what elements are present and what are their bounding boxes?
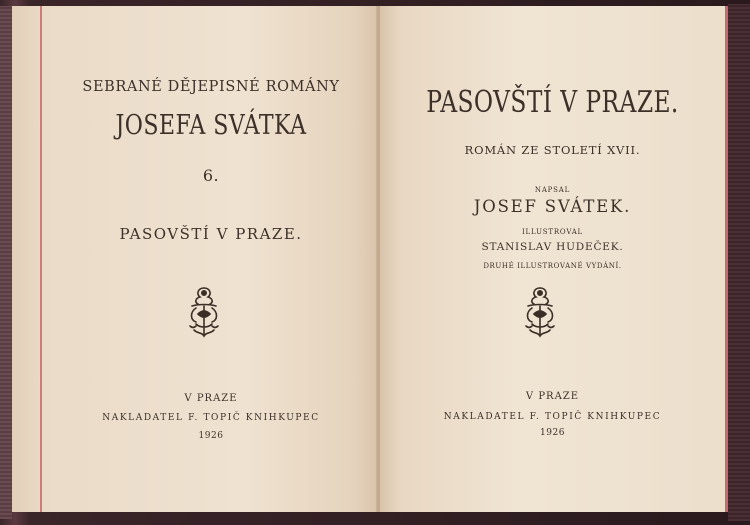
series-title: SEBRANÉ DĚJEPISNÉ ROMÁNY bbox=[82, 79, 340, 95]
publisher-emblem-icon bbox=[520, 284, 560, 342]
author-label: NAPSAL bbox=[534, 186, 571, 194]
right-page bbox=[380, 6, 728, 512]
imprint-publisher: NAKLADATEL F. TOPIČ KNIHKUPEC bbox=[443, 412, 662, 422]
title: PASOVŠTÍ V PRAZE. bbox=[426, 85, 679, 120]
imprint-city: V PRAZE bbox=[184, 393, 238, 404]
imprint-city: V PRAZE bbox=[525, 391, 580, 402]
imprint-publisher: NAKLADATEL F. TOPIČ KNIHKUPEC bbox=[102, 413, 320, 423]
cover-edge-left bbox=[0, 6, 12, 519]
series-author: JOSEFA SVÁTKA bbox=[115, 110, 307, 141]
volume-number: 6. bbox=[202, 166, 220, 185]
subtitle: ROMÁN ZE STOLETÍ XVII. bbox=[464, 143, 641, 157]
left-page bbox=[40, 6, 380, 512]
publisher-emblem-icon bbox=[184, 284, 224, 342]
cover-edge-right bbox=[728, 4, 750, 521]
edition-note: DRUHÉ ILLUSTROVANÉ VYDÁNÍ. bbox=[483, 262, 622, 270]
illustrator-name: STANISLAV HUDEČEK. bbox=[481, 241, 624, 253]
illustrator-label: ILLUSTROVAL bbox=[521, 228, 583, 236]
imprint-year: 1926 bbox=[540, 428, 565, 438]
author-name: JOSEF SVÁTEK. bbox=[473, 197, 632, 216]
imprint-year: 1926 bbox=[198, 431, 224, 441]
flyleaf-strip bbox=[12, 6, 41, 512]
half-title: PASOVŠTÍ V PRAZE. bbox=[119, 225, 303, 243]
